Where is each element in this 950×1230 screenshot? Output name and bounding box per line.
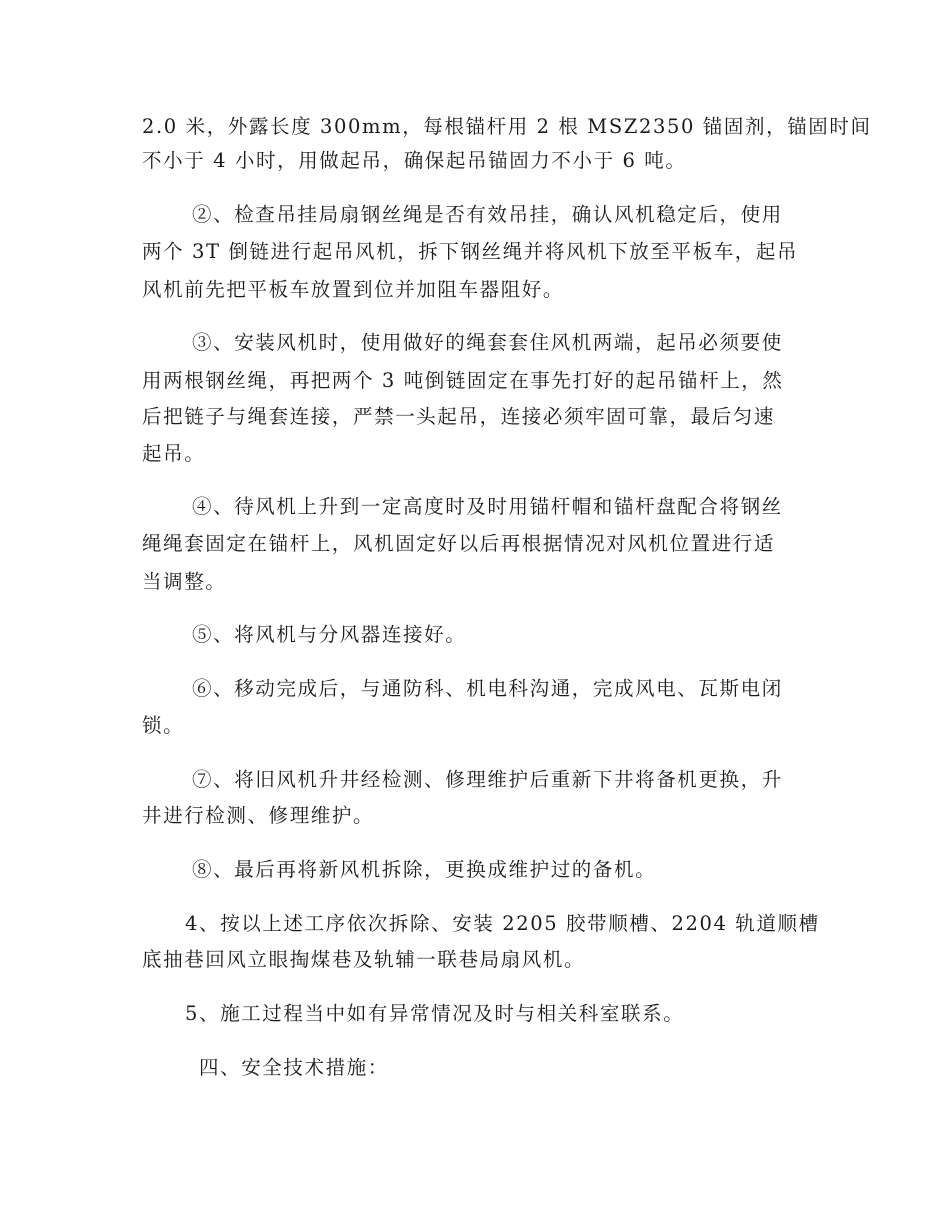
text-line: 后把链子与绳套连接，严禁一头起吊，连接必须牢固可靠，最后匀速 — [142, 405, 776, 428]
section-heading: 四、安全技术措施： — [199, 1056, 389, 1079]
text-line: 5、施工过程当中如有异常情况及时与相关科室联系。 — [185, 1002, 685, 1025]
text-line: ⑥、移动完成后，与通防科、机电科沟通，完成风电、瓦斯电闭 — [192, 677, 783, 700]
text-line: 不小于 4 小时，用做起吊，确保起吊锚固力不小于 6 吨。 — [142, 149, 687, 172]
text-line: ⑤、将风机与分风器连接好。 — [192, 623, 467, 646]
text-line: ⑧、最后再将新风机拆除，更换成维护过的备机。 — [192, 858, 657, 881]
text-line: ③、安装风机时，使用做好的绳套套住风机两端，起吊必须要使 — [192, 331, 783, 354]
text-line: 两个 3T 倒链进行起吊风机，拆下钢丝绳并将风机下放至平板车，起吊 — [142, 240, 799, 263]
text-line: ⑦、将旧风机升井经检测、修理维护后重新下井将备机更换，升 — [192, 768, 783, 791]
text-line: 2.0 米，外露长度 300mm，每根锚杆用 2 根 MSZ2350 锚固剂，锚固时间 — [142, 115, 872, 138]
text-line: 锁。 — [142, 714, 185, 737]
text-line: ②、检查吊挂局扇钢丝绳是否有效吊挂，确认风机稳定后，使用 — [192, 203, 783, 226]
text-line: 井进行检测、修理维护。 — [142, 804, 375, 827]
text-line: 风机前先把平板车放置到位并加阻车器阻好。 — [142, 278, 565, 301]
text-line: 起吊。 — [142, 442, 206, 465]
text-line: 4、按以上述工序依次拆除、安装 2205 胶带顺槽、2204 轨道顺槽 — [185, 912, 820, 935]
text-line: 当调整。 — [142, 570, 227, 593]
text-line: 绳绳套固定在锚杆上，风机固定好以后再根据情况对风机位置进行适 — [142, 532, 776, 555]
text-line: 底抽巷回风立眼掏煤巷及轨辅一联巷局扇风机。 — [142, 948, 586, 971]
text-line: ④、待风机上升到一定高度时及时用锚杆帽和锚杆盘配合将钢丝 — [192, 495, 783, 518]
text-line: 用两根钢丝绳，再把两个 3 吨倒链固定在事先打好的起吊锚杆上，然 — [142, 369, 784, 392]
